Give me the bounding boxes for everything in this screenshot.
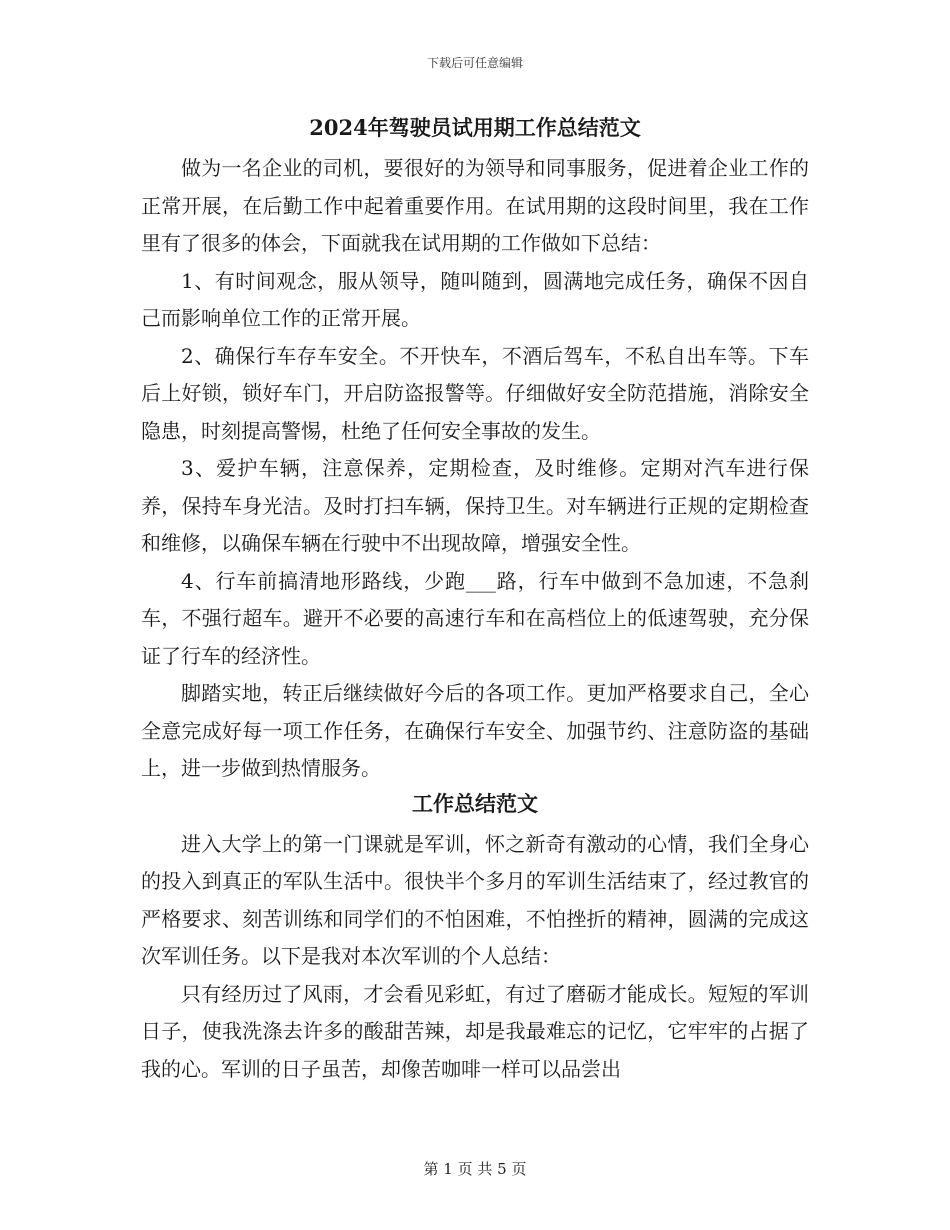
paragraph: 2、确保行车存车安全。不开快车，不酒后驾车，不私自出车等。下车后上好锁，锁好车门，开启防盗报警等。仔细做好安全防范措施，消除安全隐患，时刻提高警惕，杜绝了任何安全事故的发生。 <box>141 343 809 443</box>
paragraph: 1、有时间观念，服从领导，随叫随到，圆满地完成任务，确保不因自己而影响单位工作的正常开展。 <box>141 268 809 330</box>
document-title: 2024年驾驶员试用期工作总结范文 <box>309 115 641 140</box>
paragraph: 脚踏实地，转正后继续做好今后的各项工作。更加严格要求自己，全心全意完成好每一项工作任务，在确保行车安全、加强节约、注意防盗的基础上，进一步做到热情服务。 <box>141 681 809 780</box>
document-body <box>141 112 809 1088</box>
paragraph: 做为一名企业的司机，要很好的为领导和同事服务，促进着企业工作的正常开展，在后勤工作中起着重要作用。在试用期的这段时间里，我在工作里有了很多的体会，下面就我在试用期的工作做如下总结： <box>141 156 809 255</box>
paragraph: 4、行车前搞清地形路线，少跑___路，行车中做到不急加速，不急刹车，不强行超车。避开不必要的高速行车和在高档位上的低速驾驶，充分保证了行车的经济性。 <box>141 568 809 668</box>
section-title: 工作总结范文 <box>412 790 538 816</box>
paragraph: 3、爱护车辆，注意保养，定期检查，及时维修。定期对汽车进行保养，保持车身光洁。及时打扫车辆，保持卫生。对车辆进行正规的定期检查和维修，以确保车辆在行驶中不出现故障，增强安全性。 <box>141 456 809 555</box>
page-footer: 第 1 页 共 5 页 <box>423 1160 527 1178</box>
paragraph: 进入大学上的第一门课就是军训，怀之新奇有激动的心情，我们全身心的投入到真正的军队生活中。很快半个多月的军训生活结束了，经过教官的严格要求、刻苦训练和同学们的不怕困难，不怕挫折的精神，圆满的完成这次军训任务。以下是我对本次军训的个人总结： <box>141 831 809 968</box>
paragraph: 只有经历过了风雨，才会看见彩虹，有过了磨砺才能成长。短短的军训日子，使我洗涤去许多的酸甜苦辣，却是我最难忘的记忆，它牢牢的占据了我的心。军训的日子虽苦，却像苦咖啡一样可以品尝出 <box>141 981 809 1081</box>
page-header: 下载后可任意编辑 <box>426 56 523 70</box>
